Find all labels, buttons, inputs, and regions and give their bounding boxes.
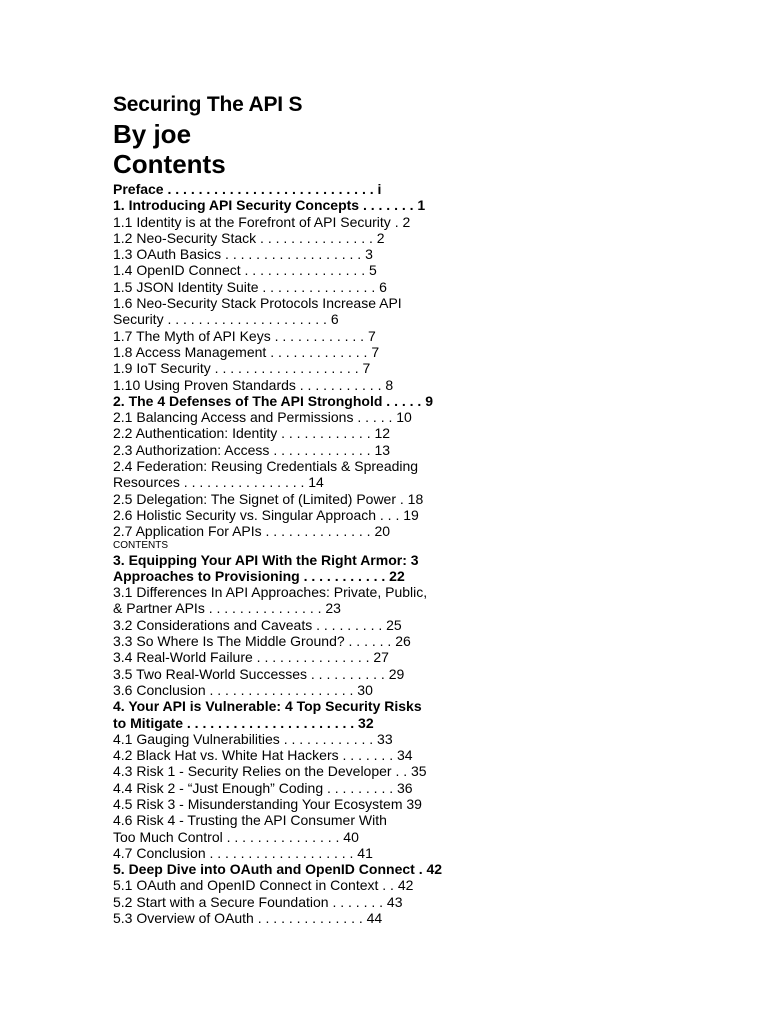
- toc-entry: 1.2 Neo-Security Stack . . . . . . . . . . . . . . . 2: [113, 229, 385, 246]
- toc-entry: 4.5 Risk 3 - Misunderstanding Your Ecosystem 39: [113, 795, 422, 812]
- toc-entry: 4.1 Gauging Vulnerabilities . . . . . . . . . . . . 33: [113, 730, 393, 747]
- toc-entry: 2.1 Balancing Access and Permissions . . . . . 10: [113, 409, 412, 426]
- toc-entry: & Partner APIs . . . . . . . . . . . . . . . 23: [113, 600, 341, 617]
- toc-entry: Resources . . . . . . . . . . . . . . . . 14: [113, 474, 324, 491]
- toc-entry: 1.6 Neo-Security Stack Protocols Increase API: [113, 295, 402, 312]
- toc-entry: 2. The 4 Defenses of The API Stronghold . . . . . 9: [113, 392, 433, 409]
- toc-entry: 1. Introducing API Security Concepts . . . . . . . 1: [113, 197, 426, 214]
- toc-entry: 3.1 Differences In API Approaches: Private, Public,: [113, 584, 428, 601]
- toc-entry: 3.6 Conclusion . . . . . . . . . . . . . . . . . . . 30: [113, 681, 373, 698]
- document-author: By joe: [113, 119, 192, 149]
- toc-entry: 2.6 Holistic Security vs. Singular Approach . . . 19: [113, 506, 419, 523]
- toc-entry: 1.4 OpenID Connect . . . . . . . . . . . . . . . . 5: [113, 262, 377, 279]
- contents-heading: Contents: [113, 149, 226, 179]
- toc-entry: 4.6 Risk 4 - Trusting the API Consumer With: [113, 812, 387, 829]
- toc-entry: 5.3 Overview of OAuth . . . . . . . . . . . . . . 44: [113, 910, 383, 927]
- toc-entry: 5. Deep Dive into OAuth and OpenID Connect . 42: [113, 861, 443, 878]
- toc-entry: 2.3 Authorization: Access . . . . . . . . . . . . . 13: [113, 441, 391, 458]
- toc-entry: 2.7 Application For APIs . . . . . . . . . . . . . . 20: [113, 523, 391, 540]
- toc-entry: 1.5 JSON Identity Suite . . . . . . . . . . . . . . . 6: [113, 278, 387, 295]
- toc-entry: Too Much Control . . . . . . . . . . . . . . . 40: [113, 828, 359, 845]
- toc-entry: 1.1 Identity is at the Forefront of API Security . 2: [113, 213, 411, 230]
- toc-entry: 4.3 Risk 1 - Security Relies on the Developer . . 35: [113, 763, 427, 780]
- toc-entry: 1.9 IoT Security . . . . . . . . . . . . . . . . . . . 7: [113, 360, 371, 377]
- toc-entry: Security . . . . . . . . . . . . . . . . . . . . . 6: [113, 311, 339, 328]
- toc-entry: 3.3 So Where Is The Middle Ground? . . . . . . 26: [113, 633, 411, 650]
- toc-entry: 5.2 Start with a Secure Foundation . . . . . . . 43: [113, 893, 403, 910]
- toc-entry: 4.7 Conclusion . . . . . . . . . . . . . . . . . . . 41: [113, 844, 373, 861]
- table-of-contents: [113, 181, 713, 926]
- toc-entry: 3.2 Considerations and Caveats . . . . . . . . . 25: [113, 616, 402, 633]
- toc-entry: 5.1 OAuth and OpenID Connect in Context . . 42: [113, 877, 414, 894]
- toc-entry: to Mitigate . . . . . . . . . . . . . . . . . . . . . . 32: [113, 714, 374, 731]
- toc-entry: 4. Your API is Vulnerable: 4 Top Security Risks: [113, 698, 422, 715]
- toc-entry: 4.2 Black Hat vs. White Hat Hackers . . . . . . . 34: [113, 747, 413, 764]
- toc-entry: 1.3 OAuth Basics . . . . . . . . . . . . . . . . . . 3: [113, 246, 373, 263]
- toc-entry: 2.2 Authentication: Identity . . . . . . . . . . . . 12: [113, 425, 391, 442]
- document-body: [113, 91, 713, 926]
- toc-entry: Preface . . . . . . . . . . . . . . . . . . . . . . . . . . . i: [113, 181, 382, 197]
- toc-entry: 1.10 Using Proven Standards . . . . . . . . . . . 8: [113, 376, 394, 393]
- toc-entry: 2.4 Federation: Reusing Credentials & Spreading: [113, 458, 419, 475]
- toc-entry: 1.8 Access Management . . . . . . . . . . . . . 7: [113, 343, 380, 360]
- toc-entry: 3.5 Two Real-World Successes . . . . . . . . . . 29: [113, 665, 405, 682]
- toc-entry: 1.7 The Myth of API Keys . . . . . . . . . . . . 7: [113, 327, 376, 344]
- toc-entry: 3. Equipping Your API With the Right Armor: 3: [113, 551, 419, 568]
- document-title: Securing The API S: [113, 93, 303, 116]
- toc-entry: Approaches to Provisioning . . . . . . . . . . . 22: [113, 567, 405, 584]
- toc-entry: 2.5 Delegation: The Signet of (Limited) Power . 18: [113, 490, 424, 507]
- toc-entry: 4.4 Risk 2 - “Just Enough” Coding . . . . . . . . . 36: [113, 779, 413, 796]
- toc-entry: 3.4 Real-World Failure . . . . . . . . . . . . . . . 27: [113, 649, 389, 666]
- running-header: CONTENTS: [113, 539, 168, 551]
